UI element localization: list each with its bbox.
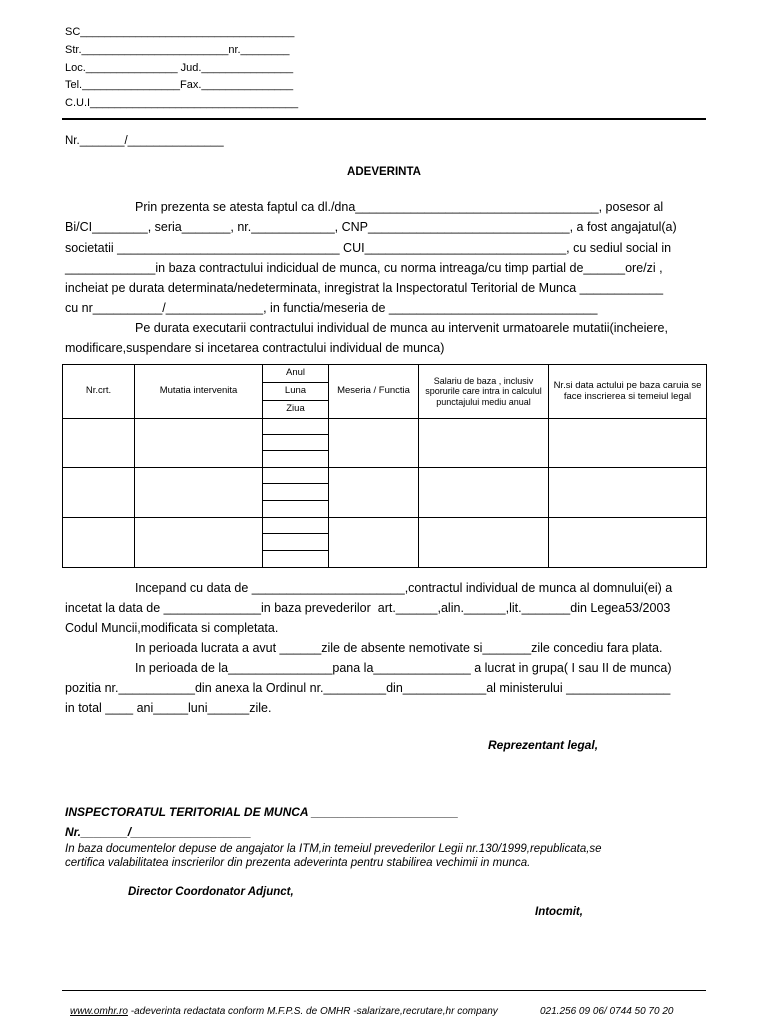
header-mutatia: Mutatia intervenita <box>135 365 263 419</box>
paragraph-line: pozitia nr.___________din anexa la Ordinul nr._________din____________al ministerului _______________ <box>65 681 671 695</box>
paragraph-line: Incepand cu data de ______________________,contractul individual de munca al domnului(ei) a <box>135 581 673 595</box>
cell-luna[interactable] <box>263 435 329 451</box>
legal-representative-signature: Reprezentant legal, <box>488 738 599 752</box>
paragraph-line: Pe durata executarii contractului individual de munca au intervenit urmatoarele mutatii(incheiere, <box>135 321 668 335</box>
cell-meseria[interactable] <box>329 518 419 568</box>
cell-nr[interactable] <box>63 518 135 568</box>
cell-mutatia[interactable] <box>135 419 263 468</box>
itm-text-line: In baza documentelor depuse de angajator la ITM,in temeiul prevederilor Legii nr.130/1999,republicata,se <box>65 843 602 855</box>
director-signature: Director Coordonator Adjunct, <box>128 886 294 898</box>
company-phone-fax: Tel.________________Fax._______________ <box>65 79 294 91</box>
cell-ziua[interactable] <box>263 501 329 518</box>
header-divider <box>62 118 706 120</box>
footer-description: -adeverinta redactata conform M.F.P.S. de OMHR -salarizare,recrutare,hr company <box>127 1006 498 1017</box>
paragraph-line: societatii ________________________________ CUI_____________________________, cu sediul social in <box>65 241 672 255</box>
paragraph-line: _____________in baza contractului indicidual de munca, cu norma intreaga/cu timp partial de______ore/zi , <box>65 261 663 275</box>
itm-title: INSPECTORATUL TERITORIAL DE MUNCA ______________________ <box>65 805 459 819</box>
footer-text <box>70 1006 498 1017</box>
cell-nr[interactable] <box>63 419 135 468</box>
cell-meseria[interactable] <box>329 419 419 468</box>
mutations-table <box>62 364 707 568</box>
itm-number: Nr._______/__________________ <box>65 825 252 839</box>
table-row <box>63 518 707 534</box>
paragraph-line: Codul Muncii,modificata si completata. <box>65 621 279 635</box>
itm-text-line: certifica valabilitatea inscrierilor din prezenta adeverinta pentru stabilirea vechimii in munca. <box>65 857 531 869</box>
cell-act[interactable] <box>549 468 707 518</box>
company-cui: C.U.I__________________________________ <box>65 97 299 109</box>
cell-salariu[interactable] <box>419 419 549 468</box>
footer-link[interactable]: www.omhr.ro <box>70 1006 128 1017</box>
cell-anul[interactable] <box>263 468 329 484</box>
paragraph-line: incetat la data de ______________in baza prevederilor art.______,alin.______,lit._______din Legea53/2003 <box>65 601 671 615</box>
paragraph-line: cu nr__________/______________, in functia/meseria de ______________________________ <box>65 301 598 315</box>
cell-salariu[interactable] <box>419 518 549 568</box>
paragraph-line: in total ____ ani_____luni______zile. <box>65 701 272 715</box>
company-sc: SC___________________________________ <box>65 26 295 38</box>
header-anul: Anul <box>263 365 329 383</box>
header-ziua: Ziua <box>263 401 329 419</box>
paragraph-line: modificare,suspendare si incetarea contractului individual de munca) <box>65 341 445 355</box>
cell-salariu[interactable] <box>419 468 549 518</box>
header-act: Nr.si data actului pe baza caruia se face inscrierea si temeiul legal <box>549 365 707 419</box>
document-number: Nr._______/_______________ <box>65 135 224 147</box>
cell-luna[interactable] <box>263 534 329 551</box>
cell-mutatia[interactable] <box>135 468 263 518</box>
header-nr-crt: Nr.crt. <box>63 365 135 419</box>
paragraph-line: incheiat pe durata determinata/nedeterminata, inregistrat la Inspectoratul Teritorial de Munca ____________ <box>65 281 664 295</box>
table-row <box>63 419 707 435</box>
company-locality: Loc._______________ Jud._______________ <box>65 62 294 74</box>
cell-act[interactable] <box>549 518 707 568</box>
footer-phone: 021.256 09 06/ 0744 50 70 20 <box>540 1006 674 1017</box>
cell-nr[interactable] <box>63 468 135 518</box>
intocmit-signature: Intocmit, <box>535 906 583 918</box>
paragraph-line: In perioada lucrata a avut ______zile de absente nemotivate si_______zile concediu fara plata. <box>135 641 663 655</box>
header-meseria: Meseria / Functia <box>329 365 419 419</box>
header-salariu: Salariu de baza , inclusiv sporurile care intra in calculul punctajului mediu anual <box>419 365 549 419</box>
cell-anul[interactable] <box>263 419 329 435</box>
cell-act[interactable] <box>549 419 707 468</box>
cell-ziua[interactable] <box>263 551 329 568</box>
cell-anul[interactable] <box>263 518 329 534</box>
paragraph-line: Prin prezenta se atesta faptul ca dl./dna___________________________________, posesor al <box>135 200 664 214</box>
table-row <box>63 468 707 484</box>
header-luna: Luna <box>263 383 329 401</box>
cell-meseria[interactable] <box>329 468 419 518</box>
company-street: Str.________________________nr.________ <box>65 44 290 56</box>
cell-ziua[interactable] <box>263 451 329 468</box>
paragraph-line: In perioada de la_______________pana la______________ a lucrat in grupa( I sau II de munca) <box>135 661 672 675</box>
footer-divider <box>62 990 706 991</box>
cell-mutatia[interactable] <box>135 518 263 568</box>
cell-luna[interactable] <box>263 484 329 501</box>
document-title: ADEVERINTA <box>347 166 421 178</box>
paragraph-line: Bi/CI________, seria_______, nr.____________, CNP_____________________________, a fost angajatul(a) <box>65 220 677 234</box>
